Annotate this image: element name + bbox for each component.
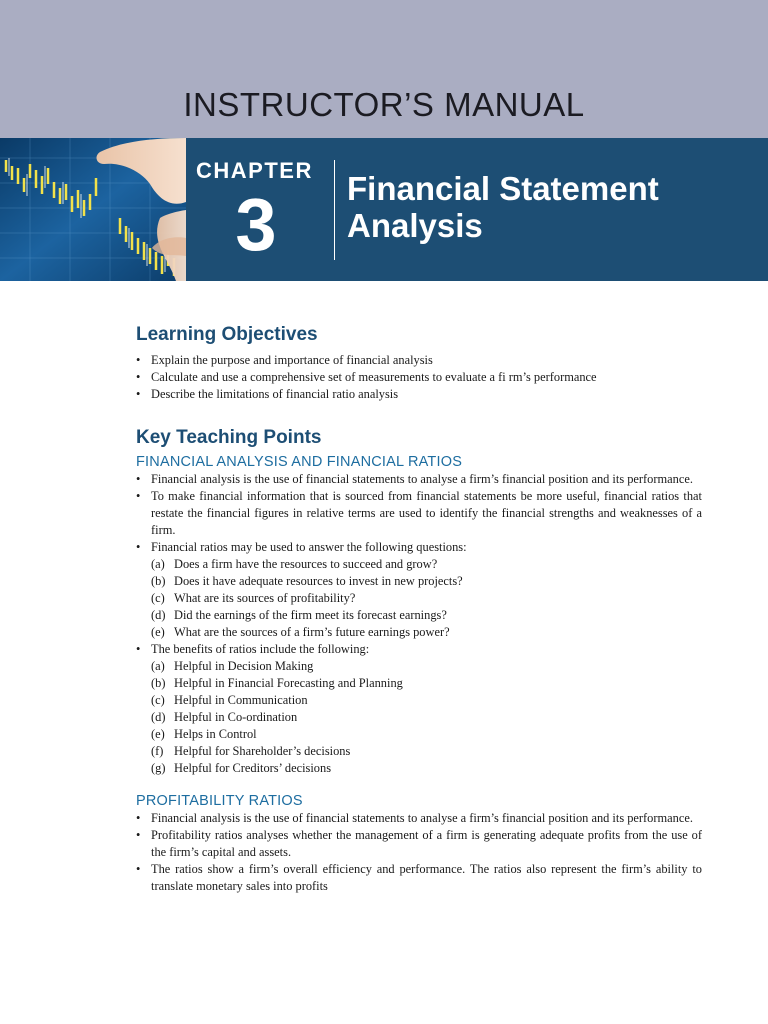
list-item: • Calculate and use a comprehensive set of measurements to evaluate a fi rm’s performance: [136, 369, 702, 386]
chapter-number: 3: [235, 183, 277, 266]
questions-sublist: [151, 556, 702, 641]
bullet-text: The ratios show a firm’s overall efficiency and performance. The ratios also represent the firm’s ability to translate monetary sales into profits: [151, 862, 702, 893]
list-item: [136, 641, 702, 777]
sublist-marker: (e): [151, 727, 165, 741]
financial-analysis-subheading: FINANCIAL ANALYSIS AND FINANCIAL RATIOS: [136, 454, 463, 470]
bullet-text: To make financial information that is sourced from financial statements be more useful, financial ratios that restate the financial figures in relative terms are used to identify the financial strengths and weaknesses of a firm.: [151, 489, 702, 537]
sublist-item: [151, 590, 702, 607]
sublist-item: [151, 675, 702, 692]
list-item: [136, 827, 702, 861]
bullet-text: Financial analysis is the use of financial statements to analyse a firm’s financial position and its performance.: [151, 472, 693, 486]
sublist-item: [151, 726, 702, 743]
sublist-text: Does a firm have the resources to succeed and grow?: [174, 557, 438, 571]
bullet-text: Financial analysis is the use of financial statements to analyse a firm’s financial position and its performance.: [151, 811, 693, 825]
sublist-item: [151, 760, 702, 777]
key-teaching-points-heading: Key Teaching Points: [136, 427, 322, 448]
list-item: • Explain the purpose and importance of financial analysis: [136, 352, 702, 369]
list-item: [136, 471, 702, 488]
sublist-item: [151, 743, 702, 760]
sublist-marker: (b): [151, 574, 166, 588]
sublist-item: [151, 692, 702, 709]
sublist-text: Helpful for Shareholder’s decisions: [174, 744, 351, 758]
chapter-title: Financial Statement Analysis: [347, 170, 659, 244]
financial-analysis-list: [136, 471, 702, 777]
sublist-marker: (d): [151, 710, 166, 724]
list-item: [136, 861, 702, 895]
benefits-sublist: [151, 658, 702, 777]
sublist-item: [151, 556, 702, 573]
sublist-marker: (a): [151, 557, 165, 571]
sublist-item: [151, 573, 702, 590]
profitability-ratios-subheading: PROFITABILITY RATIOS: [136, 793, 303, 809]
bullet-text: Profitability ratios analyses whether the management of a firm is generating adequate profits from the use of the firm’s capital and assets.: [151, 828, 702, 859]
sublist-text: Helps in Control: [174, 727, 257, 741]
learning-objectives-list: [136, 352, 702, 403]
manual-title: INSTRUCTOR’S MANUAL: [183, 86, 585, 123]
learning-objectives-heading: Learning Objectives: [136, 324, 318, 345]
list-item: [136, 539, 702, 641]
sublist-marker: (b): [151, 676, 166, 690]
sublist-marker: (d): [151, 608, 166, 622]
sublist-text: Helpful for Creditors’ decisions: [174, 761, 332, 775]
sublist-text: Helpful in Decision Making: [174, 659, 314, 673]
chapter-divider: [334, 160, 335, 260]
sublist-text: Helpful in Co-ordination: [174, 710, 298, 724]
main-content: [136, 322, 702, 895]
sublist-marker: (a): [151, 659, 165, 673]
sublist-marker: (f): [151, 744, 164, 758]
sublist-text: Helpful in Communication: [174, 693, 308, 707]
profitability-ratios-list: [136, 810, 702, 895]
sublist-marker: (c): [151, 591, 165, 605]
sublist-item: [151, 624, 702, 641]
sublist-text: Did the earnings of the firm meet its forecast earnings?: [174, 608, 447, 622]
bullet-text: Financial ratios may be used to answer the following questions:: [151, 540, 467, 554]
sublist-text: What are the sources of a firm’s future earnings power?: [174, 625, 450, 639]
sublist-text: What are its sources of profitability?: [174, 591, 356, 605]
stock-chart-hand-image: [0, 138, 186, 281]
sublist-marker: (e): [151, 625, 165, 639]
sublist-text: Helpful in Financial Forecasting and Planning: [174, 676, 403, 690]
bullet-text: The benefits of ratios include the following:: [151, 642, 370, 656]
sublist-marker: (c): [151, 693, 165, 707]
sublist-marker: (g): [151, 761, 166, 775]
sublist-item: [151, 607, 702, 624]
chapter-label: CHAPTER: [196, 158, 313, 183]
list-item: [136, 810, 702, 827]
list-item: • Describe the limitations of financial ratio analysis: [136, 386, 702, 403]
sublist-item: [151, 709, 702, 726]
sublist-item: [151, 658, 702, 675]
list-item: [136, 488, 702, 539]
sublist-text: Does it have adequate resources to invest in new projects?: [174, 574, 463, 588]
